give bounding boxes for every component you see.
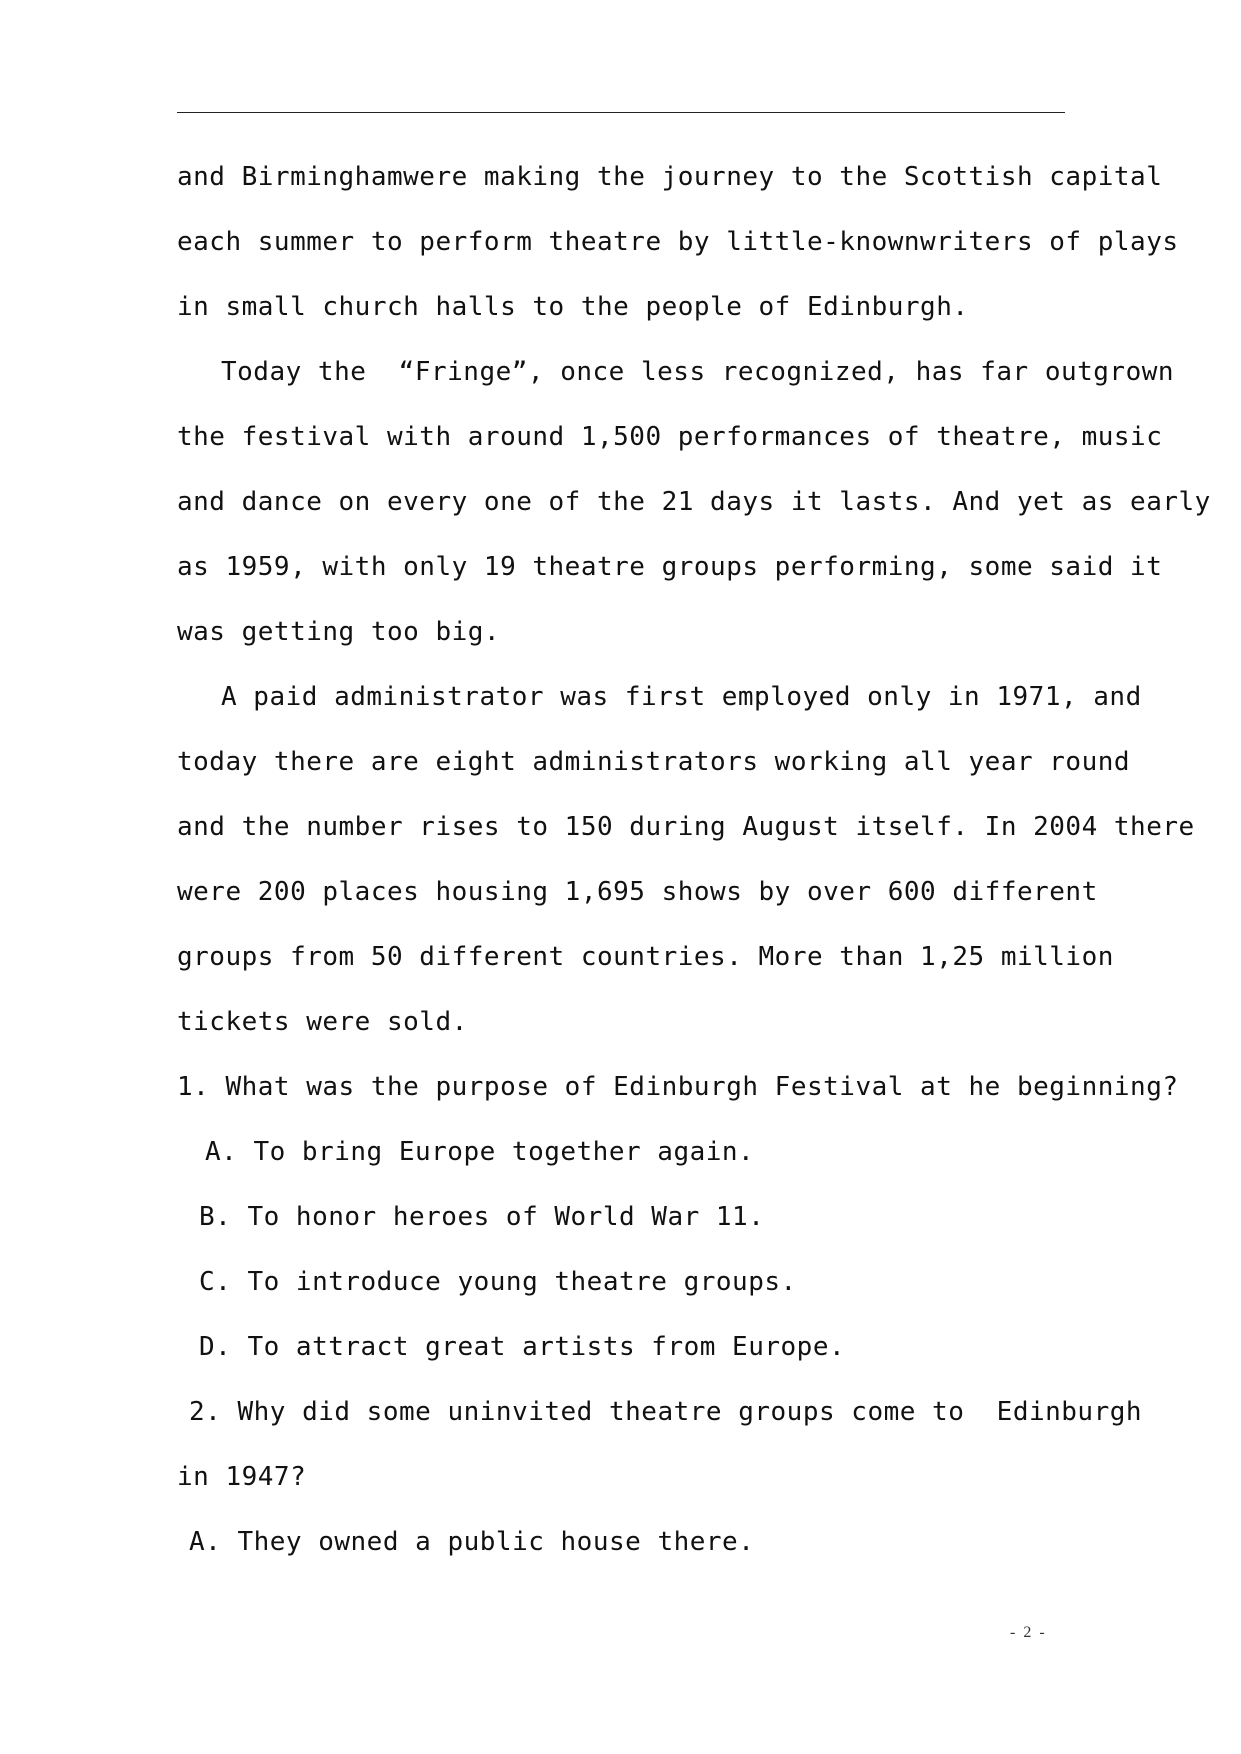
passage-line: tickets were sold.	[177, 1007, 468, 1037]
passage-line: today there are eight administrators working all year round	[177, 747, 1131, 777]
passage-line: A paid administrator was first employed only in 1971, and	[221, 682, 1142, 712]
answer-option: A. They owned a public house there.	[189, 1527, 755, 1557]
question-1	[177, 1068, 1179, 1393]
passage-line: the festival with around 1,500 performances of theatre, music	[177, 422, 1163, 452]
answer-option: C. To introduce young theatre groups.	[199, 1267, 797, 1297]
passage-line: as 1959, with only 19 theatre groups performing, some said it	[177, 552, 1163, 582]
passage-line: and the number rises to 150 during August itself. In 2004 there	[177, 812, 1195, 842]
answer-option: A. To bring Europe together again.	[205, 1137, 755, 1167]
passage-line: were 200 places housing 1,695 shows by over 600 different	[177, 877, 1098, 907]
passage	[177, 158, 1211, 1068]
page-number: - 2 -	[1010, 1624, 1047, 1641]
header-rule	[177, 112, 1065, 113]
answer-option: D. To attract great artists from Europe.	[199, 1332, 846, 1362]
passage-line: and Birminghamwere making the journey to the Scottish capital	[177, 162, 1163, 192]
question-stem: 2. Why did some uninvited theatre groups come to Edinburgh	[189, 1397, 1143, 1427]
question-stem-continued: in 1947?	[177, 1462, 307, 1492]
passage-line: Today the “Fringe”, once less recognized, has far outgrown	[221, 357, 1175, 387]
passage-line: in small church halls to the people of Edinburgh.	[177, 292, 969, 322]
passage-line: and dance on every one of the 21 days it lasts. And yet as early	[177, 487, 1211, 517]
passage-line: each summer to perform theatre by little-knownwriters of plays	[177, 227, 1179, 257]
passage-line: was getting too big.	[177, 617, 501, 647]
document-body	[177, 158, 1211, 1588]
question-2	[177, 1393, 1143, 1588]
question-stem: 1. What was the purpose of Edinburgh Festival at he beginning?	[177, 1072, 1179, 1102]
passage-line: groups from 50 different countries. More than 1,25 million	[177, 942, 1114, 972]
answer-option: B. To honor heroes of World War 11.	[199, 1202, 765, 1232]
